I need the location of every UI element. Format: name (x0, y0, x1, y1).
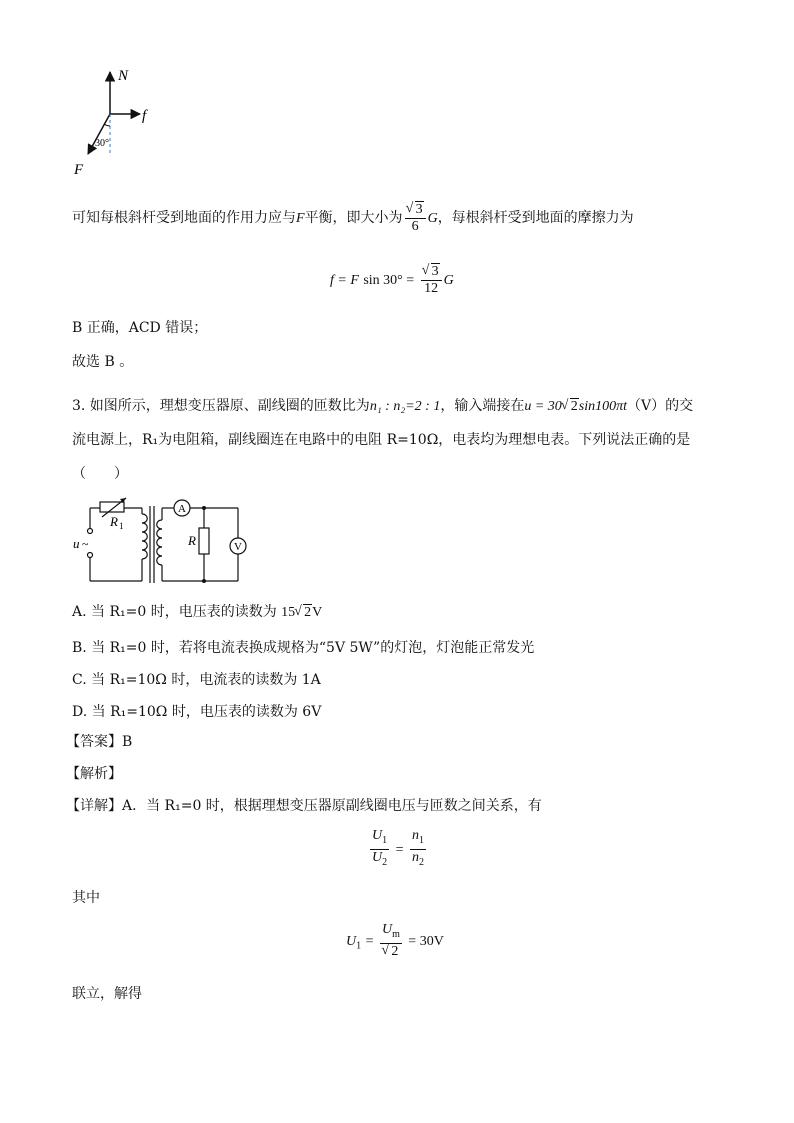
label-tilde: ~ (82, 537, 89, 551)
eq1-frac-den: 12 (424, 280, 439, 296)
eq3-num-sub: m (392, 928, 400, 940)
q3-line1-c: （V）的交 (627, 398, 694, 414)
eq2-n2: n (411, 849, 419, 865)
q3-u-eq: u = 30 (524, 399, 562, 414)
q3-line3: （ ） (72, 466, 128, 482)
answer-line: 【答案】B (66, 734, 133, 750)
eq1-G: G (443, 273, 454, 288)
eq1-lhs: f = F (330, 273, 359, 288)
eq3-rhs: = 30V (408, 933, 444, 949)
option-a-unit: V (312, 605, 323, 620)
label-R1: R (110, 514, 118, 529)
q3-sqrt2 (562, 397, 579, 417)
q3-ratio: n₁ : n₂=2 : 1 (369, 399, 441, 414)
eq2-U2: U (372, 849, 383, 865)
paragraph-balance (72, 200, 634, 237)
para1-text-middle: 平衡，即大小为 (304, 210, 403, 226)
option-a-val: 15 (281, 605, 296, 620)
eq1-fraction (421, 264, 442, 297)
q3-line2: 流电源上，R₁为电阻箱，副线圈连在电路中的电阻 R=10Ω，电表均为理想电表。下列说法正确的是 (72, 432, 691, 448)
qizhong-line: 其中 (72, 890, 100, 906)
primary-coil (142, 514, 147, 559)
angle-label: 30° (95, 138, 109, 149)
fraction-sqrt3-over-6 (405, 202, 426, 235)
line-b-correct: B 正确，ACD 错误； (72, 320, 208, 336)
eq1-frac-num: 3 (431, 263, 439, 279)
eq2-n1: n (411, 828, 419, 843)
option-a-sqrt-rad: 2 (304, 605, 312, 620)
eq3-lhs-sub: 1 (356, 940, 362, 952)
equation-friction (330, 262, 454, 299)
eq2-n2-sub: 2 (418, 856, 424, 868)
eq3-equals: = (365, 933, 374, 949)
label-f: f (142, 108, 147, 124)
frac-den: 6 (411, 218, 419, 234)
label-u: u (73, 536, 80, 551)
circuit-diagram (70, 492, 250, 587)
eq3-den-sqrt (382, 944, 399, 960)
force-diagram (60, 62, 170, 182)
option-c: C. 当 R₁=10Ω 时，电流表的读数为 1A (72, 672, 321, 688)
para1-text-before: 可知每根斜杆受到地面的作用力应与 (72, 210, 296, 226)
analysis-heading: 【解析】 (66, 766, 122, 782)
option-a-pre: A. 当 (72, 604, 106, 620)
option-b: B. 当 R₁=0 时，若将电流表换成规格为“5V 5W”的灯泡，灯泡能正常发光 (72, 640, 535, 656)
q3-line1 (72, 396, 693, 417)
option-a (72, 600, 322, 625)
q3-line1-a: 3. 如图所示，理想变压器原、副线圈的匝数比为 (72, 398, 370, 414)
option-a-cond: R₁=0 时，电压表的读数为 (109, 604, 277, 620)
option-a-sqrt (295, 601, 312, 625)
eq3-lhs: U (346, 933, 357, 949)
para1-F: F (296, 211, 305, 226)
label-N: N (118, 68, 129, 84)
eq3-fraction (380, 922, 402, 960)
eq2-U1-sub: 1 (382, 834, 388, 846)
resistor-box-R1 (100, 502, 124, 512)
label-F: F (74, 162, 84, 178)
equation-ratio (368, 828, 428, 871)
eq2-U2-sub: 2 (382, 856, 388, 868)
eq3-den-rad: 2 (391, 943, 399, 959)
para1-G: G (427, 211, 438, 226)
ammeter-label: A (178, 503, 186, 515)
frac-num: 3 (415, 201, 423, 217)
eq1-sin: sin 30° = (363, 273, 415, 288)
q3-line1-b: ，输入端接在 (440, 398, 525, 414)
q3-sin-part: sin100πt (578, 399, 628, 414)
eq2-n-fraction (410, 828, 426, 871)
detail-line: 【详解】A．当 R₁=0 时，根据理想变压器原副线圈电压与匝数之间关系，有 (66, 798, 542, 814)
angle-arc (104, 124, 110, 126)
eq2-u-fraction (370, 828, 389, 871)
lianli-line: 联立，解得 (72, 986, 142, 1002)
para1-text-after: ，每根斜杆受到地面的摩擦力为 (437, 210, 634, 226)
option-d: D. 当 R₁=10Ω 时，电压表的读数为 6V (72, 704, 322, 720)
eq2-U1: U (372, 828, 383, 843)
eq3-num: U (381, 922, 393, 937)
eq2-equals: = (395, 842, 404, 858)
secondary-coil (157, 520, 162, 565)
equation-u1 (346, 922, 444, 960)
resistor-R (199, 528, 209, 554)
label-R1-sub: 1 (119, 521, 124, 531)
label-R: R (188, 533, 196, 548)
voltmeter-label: V (234, 541, 242, 553)
eq2-n1-sub: 1 (418, 834, 424, 846)
q3-sqrt2-rad: 2 (570, 399, 578, 414)
line-choose-b: 故选 B 。 (72, 354, 134, 370)
